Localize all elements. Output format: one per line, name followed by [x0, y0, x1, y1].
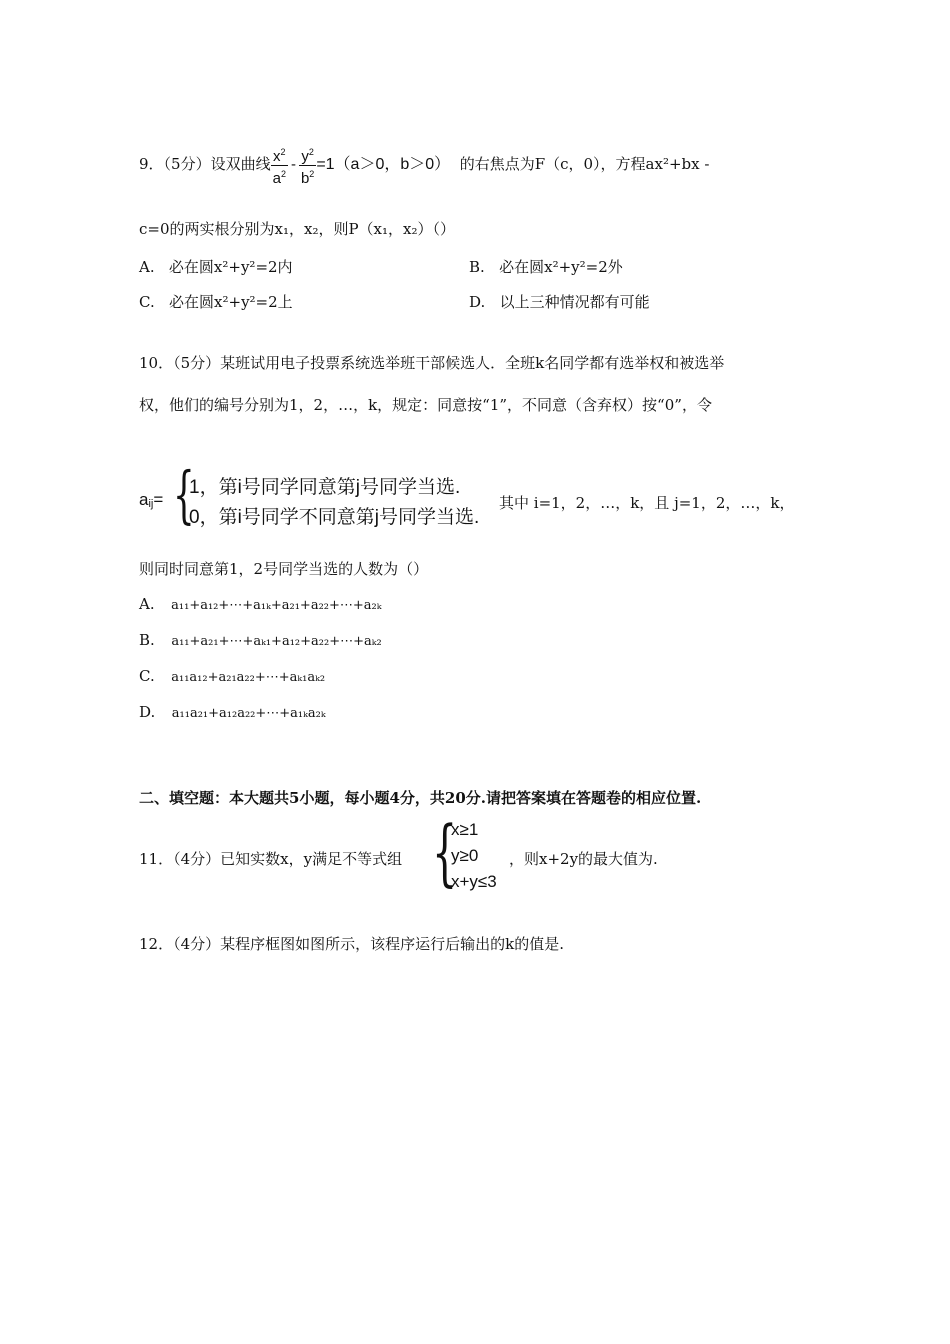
q10-line2: 权，他们的编号分别为1，2，…，k，规定：同意按“1”，不同意（含弃权）按“0”，令	[139, 396, 712, 414]
q10-line4: 则同时同意第1，2号同学当选的人数为（）	[139, 560, 429, 578]
q9-option-c: C. 必在圆x²+y²=2上	[139, 293, 293, 311]
q10-where: 其中 i=1，2，…，k，且 j=1，2，…，k，	[499, 494, 795, 512]
q9-condition: =1（a＞0，b＞0）	[316, 156, 451, 173]
q11-constraint-3: x+y≤3	[451, 872, 497, 891]
q11-constraint-2: y≥0	[451, 846, 479, 865]
q11-constraint-1: x≥1	[451, 820, 479, 839]
q9-line2: c=0的两实根分别为x₁，x₂，则P（x₁，x₂）（）	[139, 220, 455, 238]
q10-option-a: A. a₁₁+a₁₂+⋯+a₁ₖ+a₂₁+a₂₂+⋯+a₂ₖ	[139, 595, 382, 613]
q10-line1: 10．（5分）某班试用电子投票系统选举班干部候选人．全班k名同学都有选举权和被选举	[139, 354, 725, 372]
q11-prefix: 11．（4分）已知实数x，y满足不等式组	[139, 850, 403, 868]
q11	[139, 810, 839, 896]
q10-option-b: B. a₁₁+a₂₁+⋯+aₖ₁+a₁₂+a₂₂+⋯+aₖ₂	[139, 631, 382, 649]
q11-suffix: ，则x+2y的最大值为.	[509, 850, 658, 868]
q9-fraction-x: $\frac{x^2}{a^2}$	[271, 144, 288, 187]
q10-definition	[139, 458, 819, 532]
q9-line1	[139, 143, 709, 185]
q9-prefix: 9．（5分）设双曲线	[139, 155, 271, 173]
q9-option-b: B. 必在圆x²+y²=2外	[469, 258, 623, 276]
q9-fraction-y: $\frac{y^2}{b^2}$	[299, 144, 316, 187]
q9-minus: -	[290, 156, 296, 173]
q10-aij: $a_{ij}=$	[139, 490, 164, 510]
q9-option-d: D. 以上三种情况都有可能	[469, 293, 650, 311]
q10-option-d: D. a₁₁a₂₁+a₁₂a₂₂+⋯+a₁ₖa₂ₖ	[139, 703, 326, 721]
q11-left-brace: {	[432, 810, 458, 894]
q10-option-c: C. a₁₁a₁₂+a₂₁a₂₂+⋯+aₖ₁aₖ₂	[139, 667, 326, 685]
q9-option-a: A. 必在圆x²+y²=2内	[139, 258, 293, 276]
q10-case1: 1，第i号同学同意第j号同学当选.	[189, 477, 461, 498]
q12: 12．（4分）某程序框图如图所示，该程序运行后输出的k的值是.	[139, 935, 564, 953]
section2-title: 二、填空题：本大题共5小题，每小题4分，共20分.请把答案填在答题卷的相应位置.	[139, 789, 702, 807]
q10-case2: 0，第i号同学不同意第j号同学当选.	[189, 507, 480, 528]
q9-suffix: 的右焦点为F（c，0），方程ax²+bx -	[459, 155, 710, 173]
q10-left-brace: {	[173, 458, 195, 531]
